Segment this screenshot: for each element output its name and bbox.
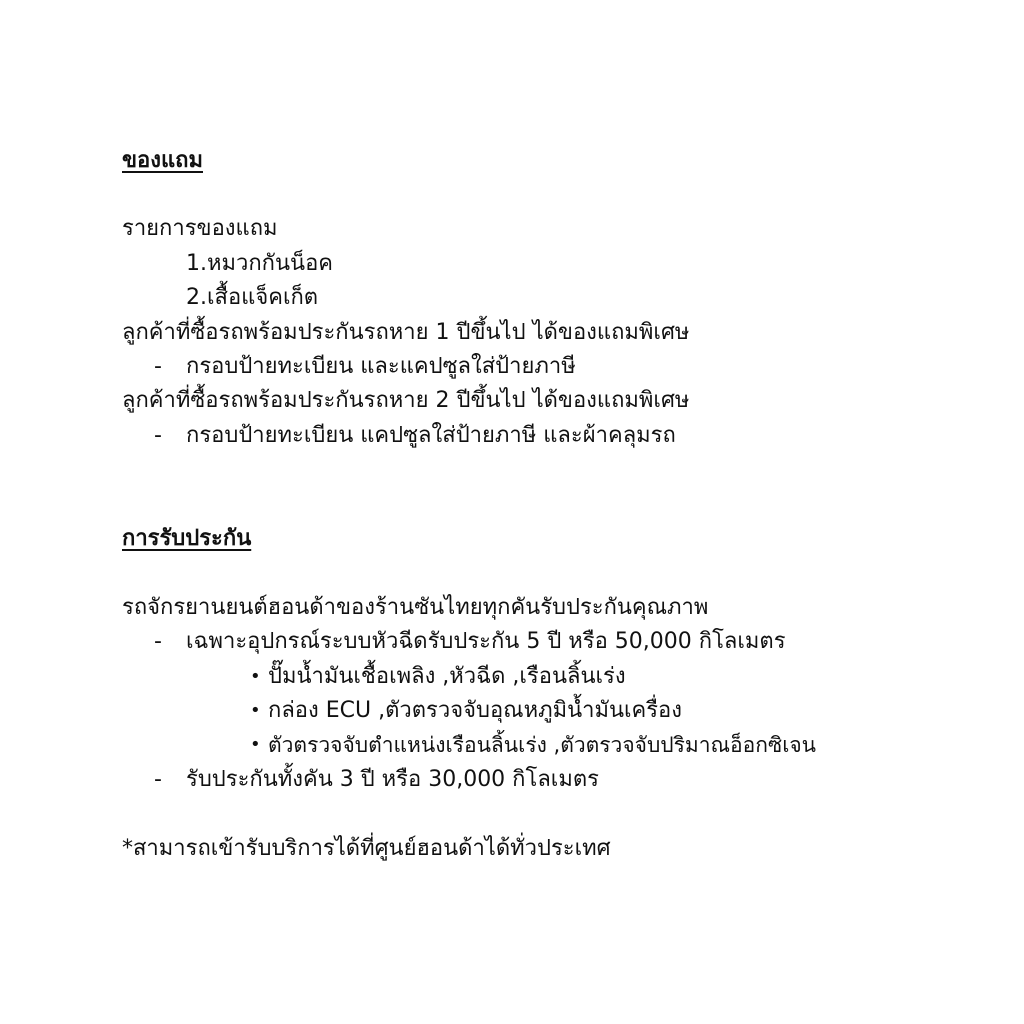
gift-item-helmet: 1.หมวกกันน็อค: [186, 251, 333, 276]
warranty-component: กล่อง ECU ,ตัวตรวจจับอุณหภูมิน้ำมันเครื่อง: [268, 698, 683, 723]
gifts-heading: ของแถม: [122, 148, 203, 173]
warranty-whole-vehicle: รับประกันทั้งคัน 3 ปี หรือ 30,000 กิโลเมตร: [186, 767, 599, 792]
warranty-intro: รถจักรยานยนต์ฮอนด้าของร้านซันไทยทุกคันรับประกันคุณภาพ: [122, 595, 709, 620]
service-footnote: *สามารถเข้ารับบริการได้ที่ศูนย์ฮอนด้าได้ทั่วประเทศ: [122, 836, 611, 861]
dash-bullet: -: [154, 629, 162, 654]
warranty-heading: การรับประกัน: [122, 526, 252, 551]
gift-offer-1: ลูกค้าที่ซื้อรถพร้อมประกันรถหาย 1 ปีขึ้นไป ได้ของแถมพิเศษ: [122, 320, 690, 345]
dash-bullet: -: [154, 354, 162, 379]
dot-bullet: •: [250, 666, 261, 687]
dash-bullet: -: [154, 423, 162, 448]
gift-item-jacket: 2.เสื้อแจ็คเก็ต: [186, 285, 319, 310]
warranty-component: ปั๊มน้ำมันเชื้อเพลิง ,หัวฉีด ,เรือนลิ้นเร่ง: [268, 664, 626, 689]
warranty-fuel-system: เฉพาะอุปกรณ์ระบบหัวฉีดรับประกัน 5 ปี หรือ 50,000 กิโลเมตร: [186, 629, 786, 654]
gift-offer-2: ลูกค้าที่ซื้อรถพร้อมประกันรถหาย 2 ปีขึ้นไป ได้ของแถมพิเศษ: [122, 388, 690, 413]
dot-bullet: •: [250, 734, 261, 755]
warranty-component: ตัวตรวจจับตำแหน่งเรือนลิ้นเร่ง ,ตัวตรวจจับปริมาณอ็อกซิเจน: [268, 733, 817, 757]
gift-offer-1-detail: กรอบป้ายทะเบียน และแคปซูลใส่ป้ายภาษี: [186, 354, 576, 379]
gift-offer-2-detail: กรอบป้ายทะเบียน แคปซูลใส่ป้ายภาษี และผ้าคลุมรถ: [186, 423, 676, 448]
gift-list-title: รายการของแถม: [122, 216, 278, 241]
dot-bullet: •: [250, 700, 261, 721]
dash-bullet: -: [154, 767, 162, 792]
